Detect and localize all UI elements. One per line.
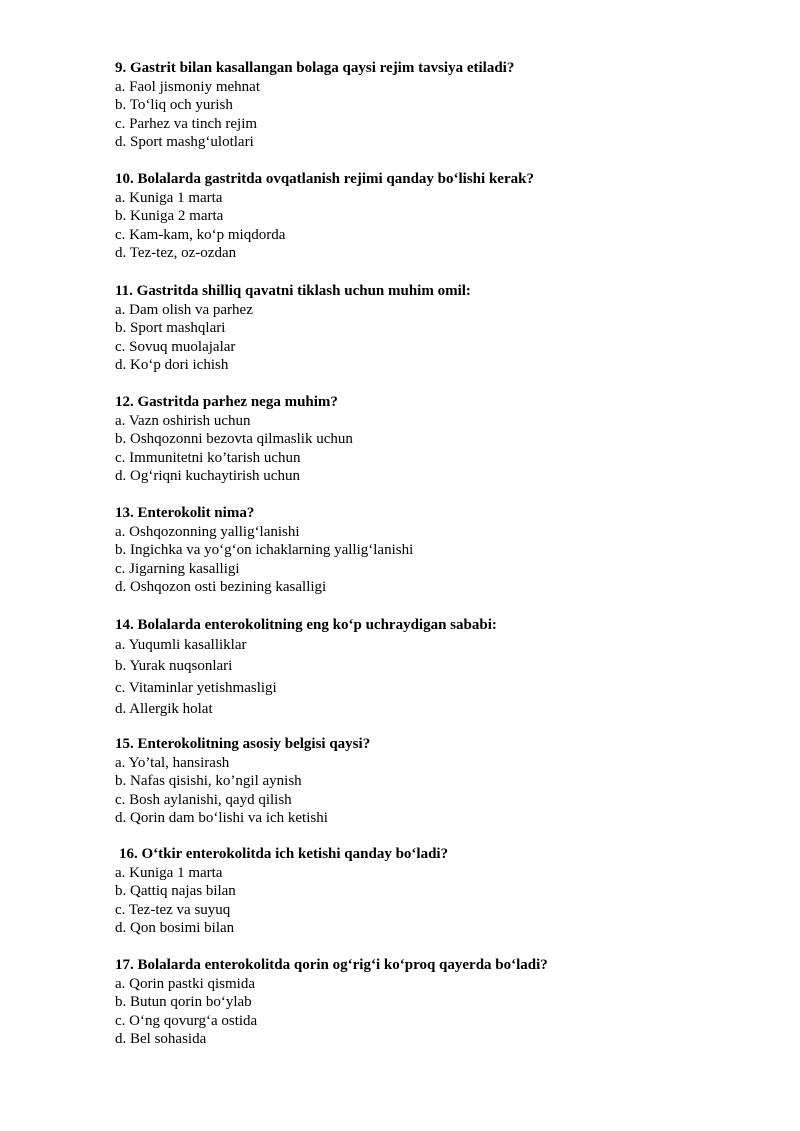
answer-option-a: a. Qorin pastki qismida (115, 975, 255, 992)
answer-option-b: b. Oshqozonni bezovta qilmaslik uchun (115, 431, 353, 448)
question-15 (115, 735, 755, 828)
question-13 (115, 504, 755, 597)
question-17 (115, 956, 755, 1049)
answer-option-d: d. Og‘riqni kuchaytirish uchun (115, 468, 300, 485)
question-9 (115, 59, 755, 152)
answer-option-a: a. Oshqozonning yallig‘lanishi (115, 523, 300, 540)
answer-option-d: d. Qorin dam bo‘lishi va ich ketishi (115, 810, 328, 827)
answer-option-c: c. Kam-kam, ko‘p miqdorda (115, 226, 286, 243)
answer-option-a: a. Yuqumli kasalliklar (115, 636, 247, 653)
answer-option-d: d. Bel sohasida (115, 1031, 207, 1048)
question-14 (115, 616, 755, 721)
answer-option-b: b. To‘liq och yurish (115, 97, 233, 114)
answer-option-c: c. Vitaminlar yetishmasligi (115, 679, 277, 696)
question-title: 10. Bolalarda gastritda ovqatlanish rejimi qanday bo‘lishi kerak? (115, 171, 534, 187)
answer-option-b: b. Nafas qisishi, ko’ngil aynish (115, 773, 302, 790)
answer-option-d: d. Tez-tez, oz-ozdan (115, 245, 237, 262)
question-16 (115, 845, 755, 938)
answer-option-c: c. Bosh aylanishi, qayd qilish (115, 791, 292, 808)
answer-option-b: b. Yurak nuqsonlari (115, 658, 233, 675)
answer-option-b: b. Sport mashqlari (115, 320, 226, 337)
answer-option-c: c. Jigarning kasalligi (115, 560, 240, 577)
answer-option-a: a. Vazn oshirish uchun (115, 412, 251, 429)
answer-option-d: d. Sport mashg‘ulotlari (115, 134, 254, 151)
answer-option-c: c. Sovuq muolajalar (115, 338, 236, 355)
answer-option-a: a. Kuniga 1 marta (115, 189, 223, 206)
answer-option-a: a. Kuniga 1 marta (115, 864, 223, 881)
answer-option-a: a. Dam olish va parhez (115, 301, 253, 318)
question-title: 12. Gastritda parhez nega muhim? (115, 394, 338, 410)
question-title: 17. Bolalarda enterokolitda qorin og‘rig‘i ko‘proq qayerda bo‘ladi? (115, 957, 548, 973)
question-title: 13. Enterokolit nima? (115, 505, 255, 521)
question-title: 15. Enterokolitning asosiy belgisi qaysi? (115, 736, 371, 752)
question-title: 16. O‘tkir enterokolitda ich ketishi qanday bo‘ladi? (119, 846, 449, 862)
answer-option-d: d. Qon bosimi bilan (115, 920, 235, 937)
question-10 (115, 170, 755, 263)
answer-option-a: a. Faol jismoniy mehnat (115, 78, 260, 95)
answer-option-d: d. Allergik holat (115, 701, 213, 718)
question-11 (115, 282, 755, 375)
answer-option-b: b. Ingichka va yo‘g‘on ichaklarning yallig‘lanishi (115, 542, 414, 559)
answer-option-c: c. Immunitetni ko’tarish uchun (115, 449, 301, 466)
answer-option-a: a. Yo’tal, hansirash (115, 754, 230, 771)
answer-option-c: c. Tez-tez va suyuq (115, 901, 231, 918)
answer-option-d: d. Ko‘p dori ichish (115, 357, 229, 374)
answer-option-c: c. O‘ng qovurg‘a ostida (115, 1012, 258, 1029)
question-12 (115, 393, 755, 486)
answer-option-d: d. Oshqozon osti bezining kasalligi (115, 579, 327, 596)
answer-option-b: b. Butun qorin bo‘ylab (115, 994, 252, 1011)
question-title: 14. Bolalarda enterokolitning eng ko‘p uchraydigan sababi: (115, 617, 497, 633)
answer-option-c: c. Parhez va tinch rejim (115, 115, 258, 132)
answer-option-b: b. Qattiq najas bilan (115, 883, 236, 900)
question-title: 9. Gastrit bilan kasallangan bolaga qaysi rejim tavsiya etiladi? (115, 60, 515, 76)
answer-option-b: b. Kuniga 2 marta (115, 208, 224, 225)
question-title: 11. Gastritda shilliq qavatni tiklash uchun muhim omil: (115, 283, 471, 299)
